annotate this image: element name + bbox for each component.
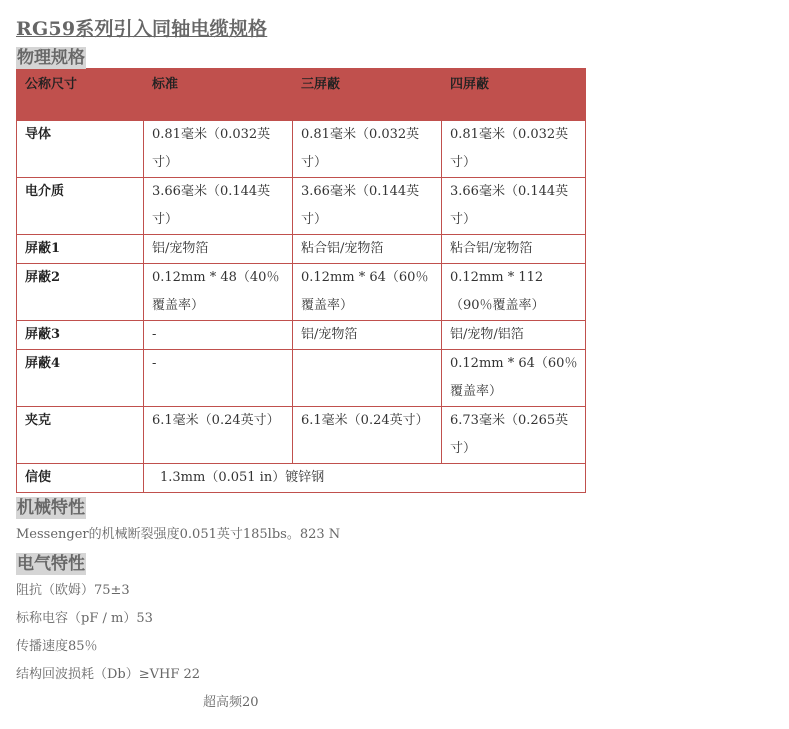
table-cell: 0.12mm * 64（60％覆盖率） bbox=[293, 264, 442, 321]
electrical-spec-impedance: 阻抗（欧姆）75±3 bbox=[16, 583, 130, 598]
header-nominal-size: 公称尺寸 bbox=[17, 69, 144, 121]
table-cell: 6.1毫米（0.24英寸） bbox=[293, 407, 442, 464]
table-cell: 3.66毫米（0.144英寸） bbox=[293, 178, 442, 235]
table-cell: - bbox=[144, 350, 293, 407]
table-cell: 0.81毫米（0.032英寸） bbox=[442, 121, 586, 178]
mechanical-spec-text: Messenger的机械断裂强度0.051英寸185lbs。823 N bbox=[16, 527, 341, 542]
electrical-spec-capacitance: 标称电容（pF / m）53 bbox=[16, 611, 153, 626]
page-content bbox=[16, 0, 776, 717]
physical-specs-heading: 物理规格 bbox=[17, 48, 85, 68]
table-cell: 铝/宠物/铝箔 bbox=[442, 321, 586, 350]
table-row bbox=[17, 121, 586, 178]
table-cell: 3.66毫米（0.144英寸） bbox=[442, 178, 586, 235]
table-row bbox=[17, 178, 586, 235]
header-standard: 标准 bbox=[144, 69, 293, 121]
table-cell: 粘合铝/宠物箔 bbox=[442, 235, 586, 264]
table-row bbox=[17, 350, 586, 407]
electrical-spec-uhf: 超高频20 bbox=[203, 695, 259, 710]
table-cell: 6.73毫米（0.265英寸） bbox=[442, 407, 586, 464]
table-cell: 0.12mm * 112（90％覆盖率） bbox=[442, 264, 586, 321]
page-title: RG59系列引入同轴电缆规格 bbox=[16, 18, 268, 40]
row-label-conductor: 导体 bbox=[17, 121, 144, 178]
table-row bbox=[17, 407, 586, 464]
header-tri-shield: 三屏蔽 bbox=[293, 69, 442, 121]
table-row bbox=[17, 235, 586, 264]
row-label-shield-1: 屏蔽1 bbox=[17, 235, 144, 264]
electrical-spec-return-loss: 结构回波损耗（Db）≥VHF 22 bbox=[16, 667, 201, 682]
row-label-shield-4: 屏蔽4 bbox=[17, 350, 144, 407]
table-cell: 铝/宠物箔 bbox=[144, 235, 293, 264]
table-cell: 6.1毫米（0.24英寸） bbox=[144, 407, 293, 464]
row-label-jacket: 夹克 bbox=[17, 407, 144, 464]
table-row bbox=[17, 321, 586, 350]
table-cell: 0.81毫米（0.032英寸） bbox=[144, 121, 293, 178]
table-cell: 0.12mm * 48（40％覆盖率） bbox=[144, 264, 293, 321]
electrical-spec-velocity: 传播速度85％ bbox=[16, 639, 98, 654]
table-cell-messenger: 1.3mm（0.051 in）镀锌钢 bbox=[144, 464, 586, 493]
table-row bbox=[17, 464, 586, 493]
physical-specs-table bbox=[16, 68, 586, 493]
table-cell bbox=[293, 350, 442, 407]
table-cell: 3.66毫米（0.144英寸） bbox=[144, 178, 293, 235]
electrical-specs-heading: 电气特性 bbox=[17, 554, 85, 574]
table-header-row bbox=[17, 69, 586, 121]
row-label-shield-3: 屏蔽3 bbox=[17, 321, 144, 350]
mechanical-specs-heading: 机械特性 bbox=[17, 498, 85, 518]
table-cell: - bbox=[144, 321, 293, 350]
row-label-messenger: 信使 bbox=[17, 464, 144, 493]
header-quad-shield: 四屏蔽 bbox=[442, 69, 586, 121]
table-cell: 0.12mm * 64（60％覆盖率） bbox=[442, 350, 586, 407]
row-label-dielectric: 电介质 bbox=[17, 178, 144, 235]
row-label-shield-2: 屏蔽2 bbox=[17, 264, 144, 321]
table-cell: 铝/宠物箔 bbox=[293, 321, 442, 350]
table-cell: 粘合铝/宠物箔 bbox=[293, 235, 442, 264]
table-cell: 0.81毫米（0.032英寸） bbox=[293, 121, 442, 178]
table-row bbox=[17, 264, 586, 321]
